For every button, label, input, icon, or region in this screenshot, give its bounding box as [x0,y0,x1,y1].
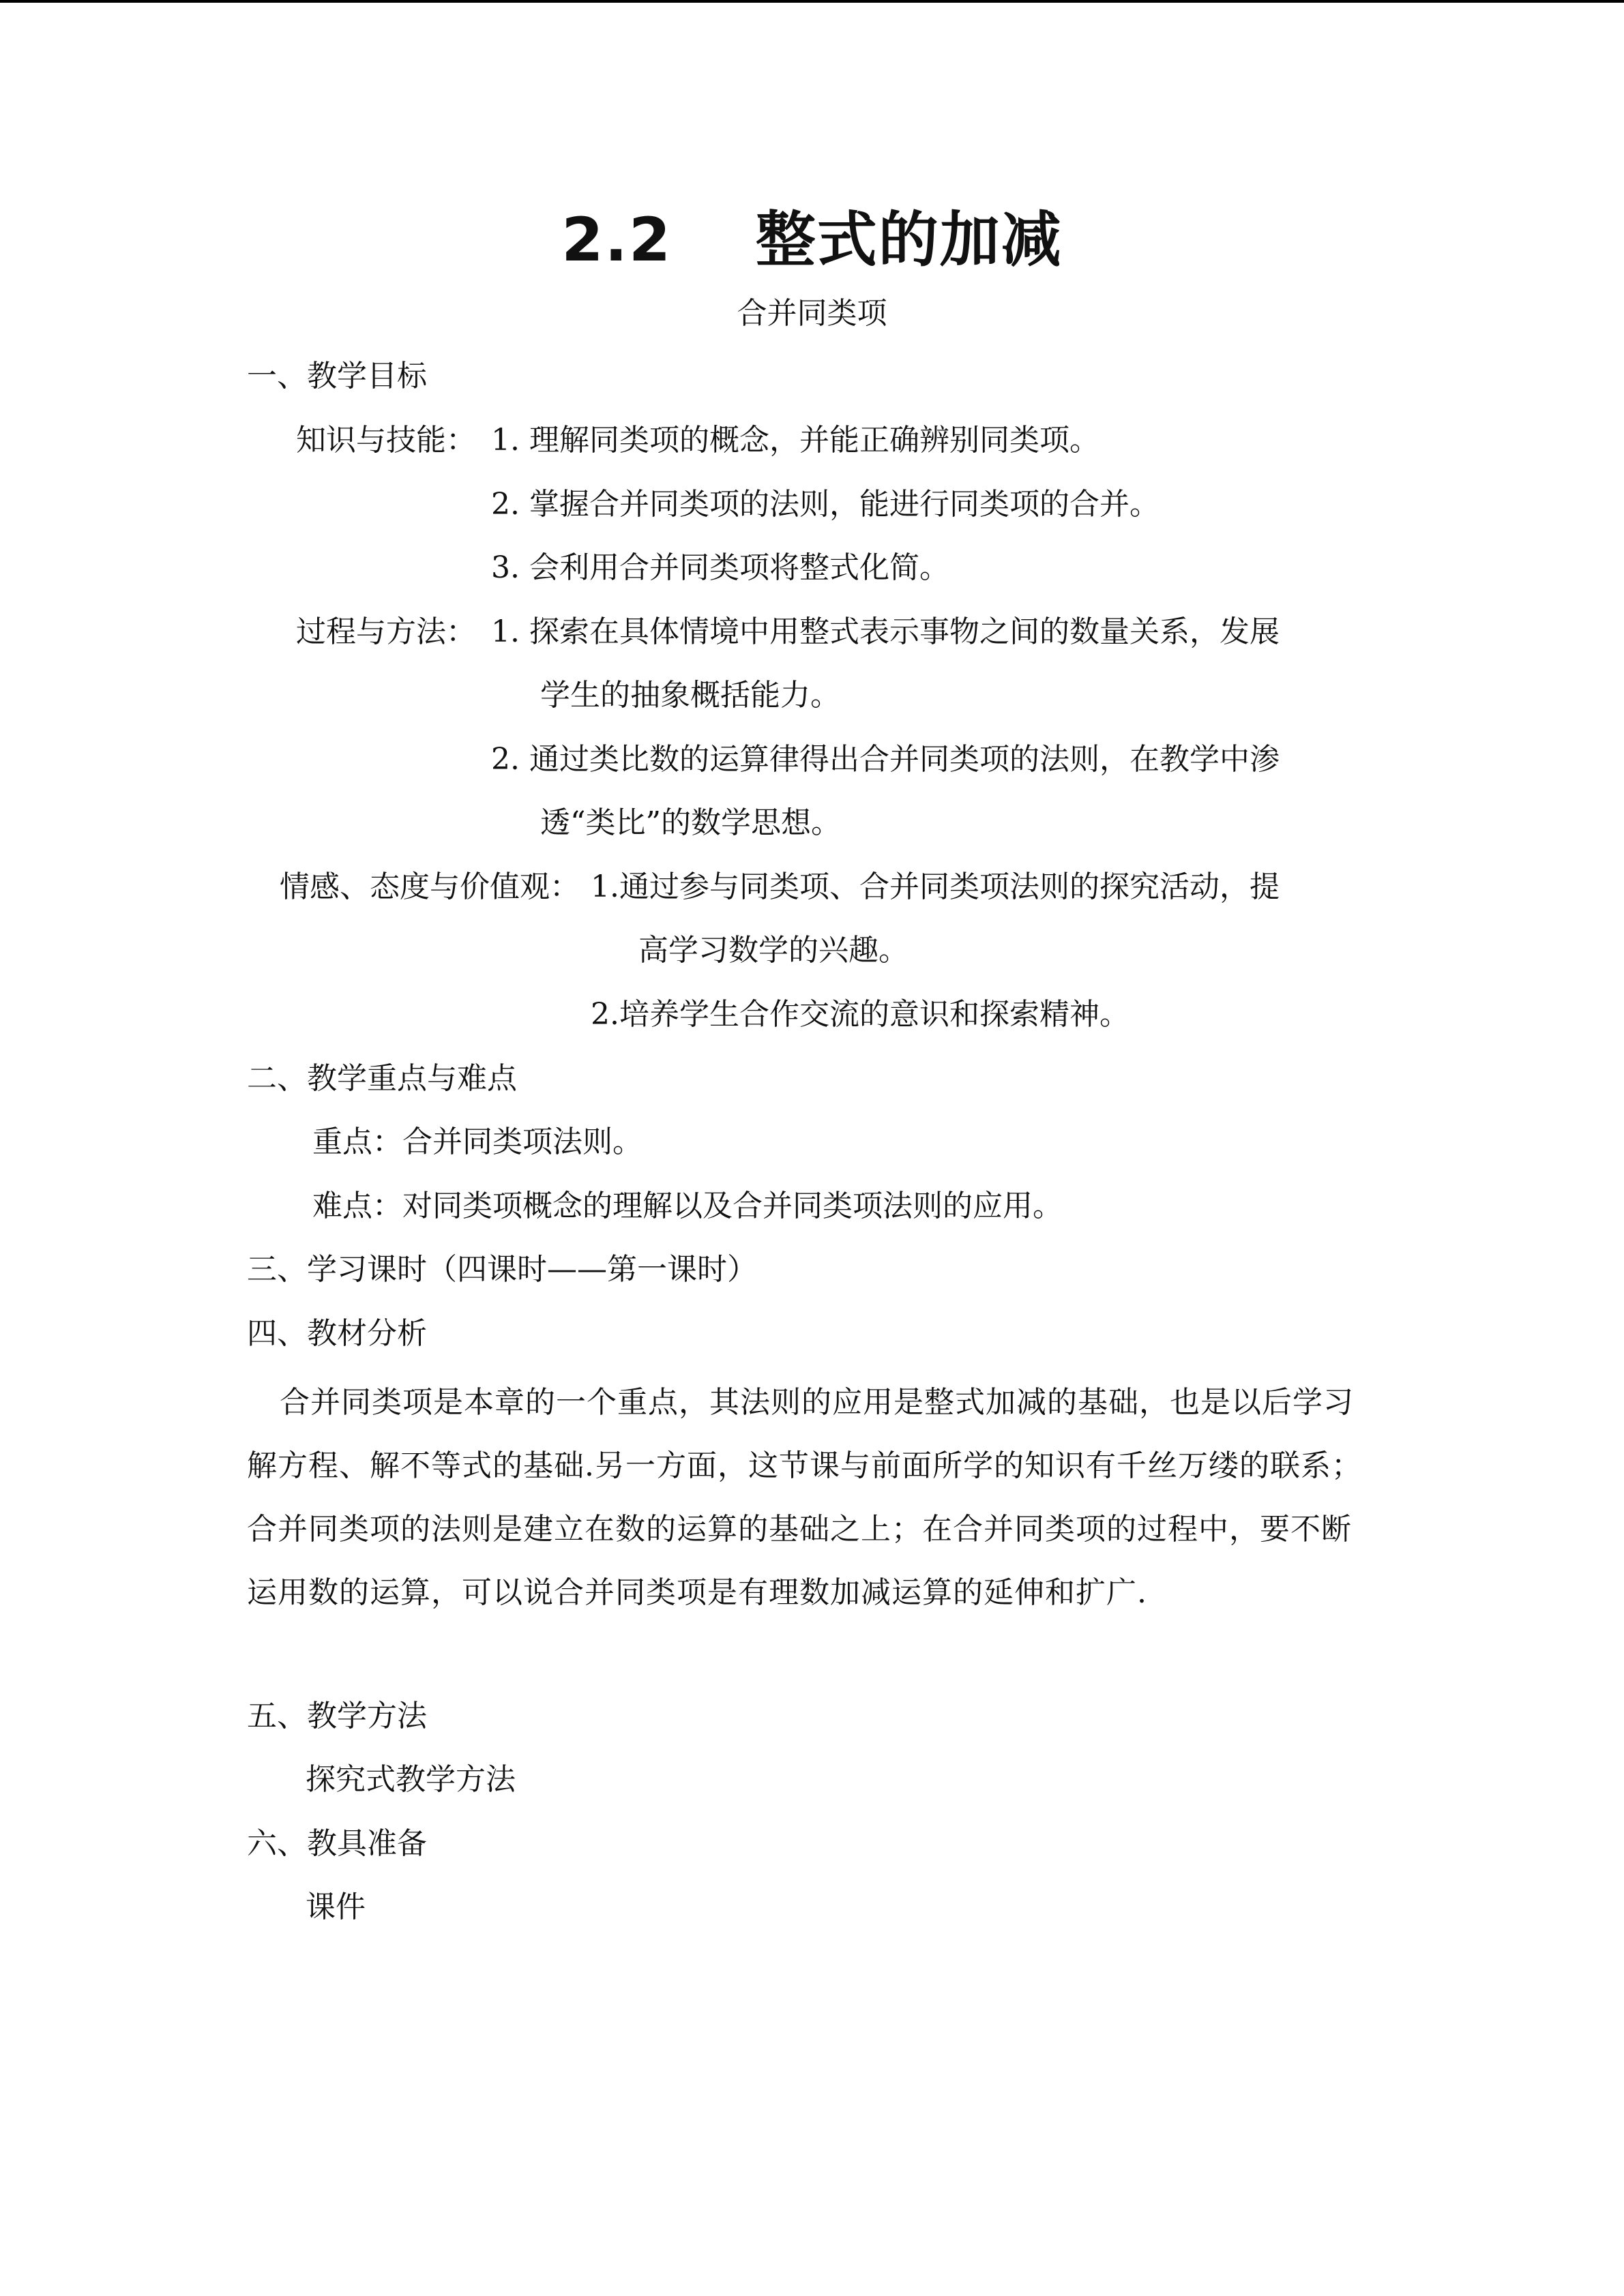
process-item-1-line-2: 学生的抽象概括能力。 [540,678,840,713]
section-heading-key-points: 二、教学重点与难点 [247,1061,517,1096]
tools-text: 课件 [306,1890,366,1924]
method-text: 探究式教学方法 [306,1762,516,1797]
emotion-label: 情感、态度与价值观： [280,869,580,904]
knowledge-item-2: 2. 掌握合并同类项的法则，能进行同类项的合并。 [491,487,1160,522]
key-point-text: 重点：合并同类项法则。 [312,1124,643,1159]
analysis-paragraph [247,1371,1381,1624]
section-heading-class-hours: 三、学习课时（四课时——第一课时） [247,1252,757,1287]
section-heading-tools: 六、教具准备 [247,1826,427,1861]
knowledge-item-1: 1. 理解同类项的概念，并能正确辨别同类项。 [491,423,1099,458]
emotion-item-2: 2.培养学生合作交流的意识和探索精神。 [591,997,1130,1032]
difficulty-text: 难点：对同类项概念的理解以及合并同类项法则的应用。 [312,1189,1063,1223]
process-label: 过程与方法： [296,614,476,649]
emotion-item-1-line-1: 1.通过参与同类项、合并同类项法则的探究活动，提 [591,869,1280,904]
knowledge-item-3: 3. 会利用合并同类项将整式化简。 [491,550,949,585]
page-subtitle: 合并同类项 [737,296,887,331]
emotion-item-1-line-2: 高学习数学的兴趣。 [638,933,909,968]
process-item-2-line-2: 透“类比”的数学思想。 [540,805,841,840]
knowledge-label: 知识与技能： [296,423,476,458]
analysis-text: 合并同类项是本章的一个重点，其法则的应用是整式加减的基础，也是以后学习解方程、解不等式的基础.另一方面，这节课与前面所学的知识有千丝万缕的联系；合并同类项的法则是建立在数的运算的基础之上；在合并同类项的过程中，要不断运用数的运算，可以说合并同类项是有理数加减运算的延伸和扩广. [247,1385,1362,1610]
section-heading-method: 五、教学方法 [247,1699,427,1733]
process-item-2-line-1: 2. 通过类比数的运算律得出合并同类项的法则，在教学中渗 [491,742,1280,777]
page-title: 2.2 整式的加减 [561,205,1063,275]
process-item-1-line-1: 1. 探索在具体情境中用整式表示事物之间的数量关系，发展 [491,614,1280,649]
section-heading-objectives: 一、教学目标 [247,359,427,393]
section-heading-analysis: 四、教材分析 [247,1316,427,1351]
